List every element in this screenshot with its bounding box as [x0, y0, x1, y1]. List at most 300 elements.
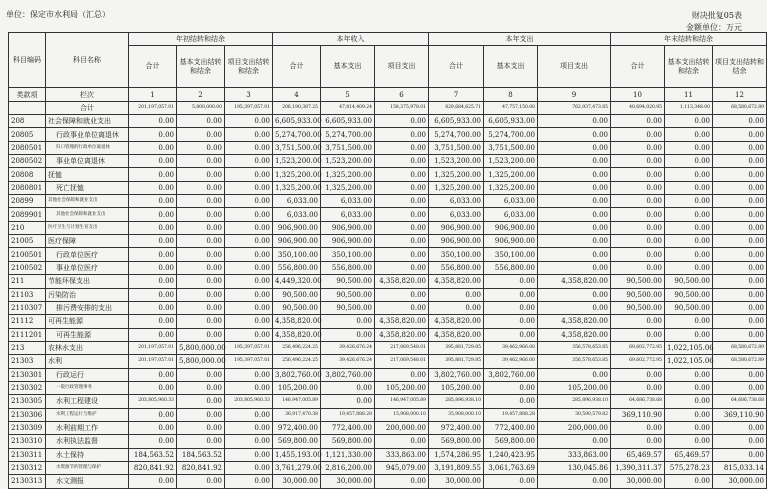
value-cell: 0.00 [129, 168, 177, 181]
value-cell: 6,033.00 [273, 195, 321, 208]
value-cell: 1,022,105.06 [665, 355, 713, 368]
subject-code-cell: 2130301 [9, 368, 46, 381]
value-cell: 6,605,933.00 [273, 115, 321, 128]
value-cell: 0.00 [177, 315, 225, 328]
value-cell: 0.00 [484, 275, 538, 288]
value-cell: 0.00 [225, 475, 273, 488]
value-cell: 0.00 [321, 381, 375, 394]
value-cell: 90,500.00 [611, 275, 665, 288]
value-cell: 0.00 [129, 368, 177, 381]
header-basic-exp: 基本支出 [484, 46, 538, 88]
value-cell: 0.00 [225, 181, 273, 194]
value-cell: 0.00 [611, 368, 665, 381]
value-cell: 130,045.86 [538, 461, 611, 474]
subject-code-cell: 208 [9, 115, 46, 128]
value-cell: 0.00 [225, 128, 273, 141]
value-cell: 69,602,772.95 [611, 355, 665, 368]
value-cell: 0.00 [538, 128, 611, 141]
value-cell: 0.00 [177, 421, 225, 434]
table-row [9, 301, 767, 314]
value-cell: 0.00 [665, 421, 713, 434]
value-cell: 0.00 [225, 168, 273, 181]
value-cell: 0.00 [611, 315, 665, 328]
value-cell: 0.00 [375, 475, 429, 488]
subject-name-cell: 行政事业单位离退休 [46, 128, 129, 141]
value-cell: 0.00 [713, 301, 767, 314]
value-cell: 0.00 [484, 301, 538, 314]
value-cell: 0.00 [177, 221, 225, 234]
value-cell: 1,022,105.06 [665, 341, 713, 354]
value-cell: 64,686,738.68 [611, 395, 665, 408]
value-cell: 1,325,200.00 [273, 181, 321, 194]
value-cell: 39,462,966.00 [484, 341, 538, 354]
value-cell: 0.00 [225, 448, 273, 461]
value-cell: 356,578,653.85 [538, 341, 611, 354]
table-row [9, 381, 767, 394]
value-cell: 569,800.00 [321, 435, 375, 448]
value-cell: 0.00 [713, 168, 767, 181]
col-number-cell: 2 [177, 88, 225, 101]
final-accounts-table [8, 32, 767, 489]
col-number-cell: 7 [429, 88, 484, 101]
subject-code-cell: 2130302 [9, 381, 46, 394]
value-cell: 0.00 [225, 155, 273, 168]
value-cell: 68,580,672.89 [713, 341, 767, 354]
subject-code-cell: 21112 [9, 315, 46, 328]
total-value-cell: 40,694,020.95 [611, 101, 665, 114]
value-cell: 0.00 [538, 261, 611, 274]
value-cell: 1,325,200.00 [429, 168, 484, 181]
value-cell: 0.00 [177, 155, 225, 168]
value-cell: 0.00 [129, 275, 177, 288]
subject-code-cell: 20808 [9, 168, 46, 181]
value-cell: 1,523,200.00 [321, 155, 375, 168]
value-cell: 0.00 [129, 435, 177, 448]
value-cell: 68,580,672.89 [713, 355, 767, 368]
total-value-cell: 195,397,057.01 [225, 101, 273, 114]
table-row [9, 288, 767, 301]
value-cell: 906,900.00 [321, 221, 375, 234]
value-cell: 0.00 [611, 221, 665, 234]
value-cell: 0.00 [713, 435, 767, 448]
table-row [9, 435, 767, 448]
value-cell: 0.00 [225, 115, 273, 128]
value-cell: 195,397,057.01 [225, 355, 273, 368]
value-cell: 285,896,938.10 [538, 395, 611, 408]
value-cell: 6,605,933.00 [484, 115, 538, 128]
table-row [9, 475, 767, 488]
value-cell: 0.00 [538, 115, 611, 128]
subject-code-cell: 2080502 [9, 155, 46, 168]
value-cell: 200,000.00 [538, 421, 611, 434]
value-cell: 0.00 [713, 181, 767, 194]
value-cell: 0.00 [177, 328, 225, 341]
value-cell: 0.00 [611, 168, 665, 181]
total-value-cell: 762,937,473.85 [538, 101, 611, 114]
subject-name-cell: 死亡抚恤 [46, 181, 129, 194]
value-cell: 90,500.00 [665, 301, 713, 314]
header-project-carry: 项目支出结转和结余 [713, 46, 767, 88]
value-cell: 0.00 [129, 195, 177, 208]
value-cell: 0.00 [129, 301, 177, 314]
value-cell: 820,841.92 [129, 461, 177, 474]
value-cell: 203,805,960.33 [129, 395, 177, 408]
value-cell: 0.00 [665, 435, 713, 448]
value-cell: 19,457,888.28 [484, 408, 538, 421]
col-number-cell: 9 [538, 88, 611, 101]
value-cell: 4,358,820.00 [538, 328, 611, 341]
value-cell: 1,121,330.00 [321, 448, 375, 461]
value-cell: 0.00 [611, 128, 665, 141]
value-cell: 0.00 [611, 155, 665, 168]
value-cell: 0.00 [177, 261, 225, 274]
total-value-cell: 158,375,978.01 [375, 101, 429, 114]
value-cell: 64,686,738.68 [713, 395, 767, 408]
value-cell: 0.00 [713, 288, 767, 301]
subject-name-cell: 医疗保障 [46, 235, 129, 248]
table-row [9, 355, 767, 368]
value-cell: 1,523,200.00 [273, 155, 321, 168]
value-cell: 0.00 [484, 395, 538, 408]
value-cell: 0.00 [713, 448, 767, 461]
value-cell: 0.00 [611, 421, 665, 434]
value-cell: 30,000.00 [321, 475, 375, 488]
table-row [9, 461, 767, 474]
value-cell: 820,841.92 [177, 461, 225, 474]
value-cell: 6,033.00 [484, 195, 538, 208]
subject-name-cell: 抚恤 [46, 168, 129, 181]
value-cell: 0.00 [713, 141, 767, 154]
subject-name-cell: 归口管理的行政单位离退休 [46, 141, 129, 154]
value-cell: 0.00 [538, 248, 611, 261]
currency-label: 金额单位：万元 [686, 23, 742, 32]
value-cell: 906,900.00 [321, 235, 375, 248]
total-value-cell: 5,800,000.00 [177, 101, 225, 114]
subject-name-cell: 可再生能源 [46, 315, 129, 328]
table-row [9, 248, 767, 261]
subject-code-cell: 20805 [9, 128, 46, 141]
value-cell: 906,900.00 [484, 221, 538, 234]
value-cell: 0.00 [665, 408, 713, 421]
table-row [9, 448, 767, 461]
value-cell: 65,469.57 [611, 448, 665, 461]
value-cell: 0.00 [665, 475, 713, 488]
table-row [9, 395, 767, 408]
subject-name-cell: 行政运行 [46, 368, 129, 381]
value-cell: 3,802,760.00 [321, 368, 375, 381]
value-cell: 6,033.00 [429, 195, 484, 208]
subject-name-cell: 农林水支出 [46, 341, 129, 354]
value-cell: 19,457,888.28 [321, 408, 375, 421]
value-cell: 906,900.00 [429, 221, 484, 234]
value-cell: 5,800,000.00 [177, 355, 225, 368]
value-cell: 0.00 [375, 168, 429, 181]
total-value-cell: 1,113,348.00 [665, 101, 713, 114]
value-cell: 90,500.00 [611, 301, 665, 314]
value-cell: 350,100.00 [273, 248, 321, 261]
header-total: 合计 [611, 46, 665, 88]
value-cell: 39,426,676.24 [321, 341, 375, 354]
value-cell: 0.00 [713, 328, 767, 341]
value-cell: 0.00 [375, 181, 429, 194]
value-cell: 0.00 [611, 328, 665, 341]
value-cell: 0.00 [665, 328, 713, 341]
value-cell: 4,358,820.00 [273, 315, 321, 328]
value-cell: 0.00 [225, 195, 273, 208]
value-cell: 4,358,820.00 [375, 328, 429, 341]
subject-code-cell: 2130309 [9, 421, 46, 434]
value-cell: 0.00 [177, 381, 225, 394]
subject-name-cell: 社会保障和就业支出 [46, 115, 129, 128]
value-cell: 105,200.00 [273, 381, 321, 394]
value-cell: 0.00 [375, 368, 429, 381]
subject-name-cell: 水利工程建设 [46, 395, 129, 408]
subject-code-cell: 2130310 [9, 435, 46, 448]
value-cell: 0.00 [665, 195, 713, 208]
header-subject-name: 科目名称 [46, 33, 129, 88]
subject-code-cell: 2089901 [9, 208, 46, 221]
value-cell: 1,325,200.00 [321, 181, 375, 194]
col-number-cell: 8 [484, 88, 538, 101]
value-cell: 0.00 [611, 381, 665, 394]
value-cell: 0.00 [129, 221, 177, 234]
value-cell: 6,033.00 [429, 208, 484, 221]
value-cell: 0.00 [321, 395, 375, 408]
subject-name-cell: 事业单位离退休 [46, 155, 129, 168]
value-cell: 3,802,760.00 [273, 368, 321, 381]
value-cell: 333,863.00 [375, 448, 429, 461]
value-cell: 0.00 [177, 288, 225, 301]
value-cell: 0.00 [713, 381, 767, 394]
value-cell: 3,751,500.00 [429, 141, 484, 154]
value-cell: 0.00 [129, 408, 177, 421]
value-cell: 575,278.23 [665, 461, 713, 474]
subject-name-cell: 其他社会保障和就业支出 [46, 195, 129, 208]
value-cell: 0.00 [611, 195, 665, 208]
value-cell: 0.00 [538, 475, 611, 488]
subject-code-cell: 2130312 [9, 461, 46, 474]
value-cell: 0.00 [538, 181, 611, 194]
value-cell: 0.00 [177, 168, 225, 181]
value-cell: 0.00 [225, 368, 273, 381]
value-cell: 0.00 [177, 395, 225, 408]
value-cell: 556,800.00 [273, 261, 321, 274]
value-cell: 772,400.00 [321, 421, 375, 434]
value-cell: 1,455,193.00 [273, 448, 321, 461]
col-number-cell: 6 [375, 88, 429, 101]
col-number-cell: 1 [129, 88, 177, 101]
value-cell: 0.00 [665, 261, 713, 274]
value-cell: 0.00 [538, 141, 611, 154]
value-cell: 4,358,820.00 [375, 315, 429, 328]
col-number-cell: 12 [713, 88, 767, 101]
table-row [9, 328, 767, 341]
value-cell: 0.00 [177, 408, 225, 421]
subject-name-cell: 水资源节约管理与保护 [46, 461, 129, 474]
value-cell: 0.00 [225, 208, 273, 221]
value-cell: 0.00 [177, 208, 225, 221]
subject-name-cell: 医疗卫生与计划生育支出 [46, 221, 129, 234]
value-cell: 0.00 [129, 288, 177, 301]
subject-name-cell: 水利前期工作 [46, 421, 129, 434]
value-cell: 906,900.00 [273, 221, 321, 234]
value-cell: 356,578,653.85 [538, 355, 611, 368]
total-value-cell: 206,190,387.25 [273, 101, 321, 114]
subject-code-cell: 2130313 [9, 475, 46, 488]
value-cell: 0.00 [225, 288, 273, 301]
value-cell: 0.00 [375, 435, 429, 448]
value-cell: 0.00 [225, 421, 273, 434]
value-cell: 0.00 [713, 155, 767, 168]
table-row [9, 341, 767, 354]
value-cell: 0.00 [177, 368, 225, 381]
value-cell: 0.00 [538, 368, 611, 381]
value-cell: 0.00 [538, 195, 611, 208]
value-cell: 30,000.00 [611, 475, 665, 488]
value-cell: 0.00 [484, 288, 538, 301]
value-cell: 2,816,200.00 [321, 461, 375, 474]
value-cell: 0.00 [665, 141, 713, 154]
value-cell: 90,500.00 [273, 288, 321, 301]
value-cell: 0.00 [484, 381, 538, 394]
value-cell: 0.00 [713, 235, 767, 248]
table-row [9, 128, 767, 141]
value-cell: 0.00 [225, 435, 273, 448]
subject-code-cell: 2130305 [9, 395, 46, 408]
value-cell: 1,390,311.37 [611, 461, 665, 474]
value-cell: 5,274,700.00 [321, 128, 375, 141]
value-cell: 3,751,500.00 [273, 141, 321, 154]
value-cell: 0.00 [484, 328, 538, 341]
subject-code-cell: 2130306 [9, 408, 46, 421]
value-cell: 201,197,057.01 [129, 355, 177, 368]
value-cell: 0.00 [665, 381, 713, 394]
value-cell: 4,358,820.00 [429, 275, 484, 288]
value-cell: 90,500.00 [665, 275, 713, 288]
value-cell: 0.00 [129, 141, 177, 154]
table-row [9, 181, 767, 194]
subject-name-cell: 其他社会保障和就业支出 [46, 208, 129, 221]
value-cell: 203,805,960.33 [225, 395, 273, 408]
value-cell: 0.00 [713, 421, 767, 434]
table-row [9, 235, 767, 248]
value-cell: 0.00 [713, 128, 767, 141]
value-cell: 0.00 [225, 381, 273, 394]
value-cell: 0.00 [375, 195, 429, 208]
subject-code-cell: 2110307 [9, 301, 46, 314]
value-cell: 105,200.00 [429, 381, 484, 394]
value-cell: 3,061,763.69 [484, 461, 538, 474]
value-cell: 369,110.90 [713, 408, 767, 421]
total-value-cell: 829,684,625.71 [429, 101, 484, 114]
value-cell: 0.00 [177, 435, 225, 448]
value-cell: 3,802,760.00 [484, 368, 538, 381]
subject-name-cell: 水利工程运行与维护 [46, 408, 129, 421]
value-cell: 69,602,772.95 [611, 341, 665, 354]
table-row [9, 368, 767, 381]
subject-name-cell: 节能环保支出 [46, 275, 129, 288]
value-cell: 90,500.00 [611, 288, 665, 301]
value-cell: 217,069,548.01 [375, 355, 429, 368]
table-row [9, 408, 767, 421]
header-group-opening: 年初结转和结余 [129, 33, 273, 46]
value-cell: 0.00 [225, 301, 273, 314]
value-cell: 90,500.00 [273, 301, 321, 314]
value-cell: 0.00 [129, 208, 177, 221]
value-cell: 0.00 [538, 435, 611, 448]
value-cell: 4,358,820.00 [538, 315, 611, 328]
subject-code-cell: 20899 [9, 195, 46, 208]
value-cell: 0.00 [177, 248, 225, 261]
value-cell: 36,917,470.38 [273, 408, 321, 421]
value-cell: 0.00 [177, 301, 225, 314]
subject-name-cell: 水利执法监督 [46, 435, 129, 448]
subject-name-cell: 水利 [46, 355, 129, 368]
value-cell: 0.00 [611, 141, 665, 154]
table-row [9, 195, 767, 208]
header-group-expense: 本年支出 [429, 33, 611, 46]
total-value-cell: 68,580,672.89 [713, 101, 767, 114]
table-row [9, 261, 767, 274]
value-cell: 556,800.00 [429, 261, 484, 274]
value-cell: 30,000.00 [429, 475, 484, 488]
value-cell: 0.00 [375, 208, 429, 221]
header-project-exp: 项目支出 [538, 46, 611, 88]
value-cell: 30,590,579.82 [538, 408, 611, 421]
value-cell: 0.00 [177, 141, 225, 154]
header-project-exp: 项目支出 [375, 46, 429, 88]
value-cell: 0.00 [375, 155, 429, 168]
value-cell: 0.00 [665, 208, 713, 221]
value-cell: 1,240,423.95 [484, 448, 538, 461]
value-cell: 0.00 [665, 221, 713, 234]
value-cell: 569,800.00 [273, 435, 321, 448]
value-cell: 0.00 [129, 475, 177, 488]
value-cell: 0.00 [665, 168, 713, 181]
value-cell: 0.00 [665, 395, 713, 408]
value-cell: 0.00 [611, 261, 665, 274]
value-cell: 256,496,224.25 [273, 341, 321, 354]
value-cell: 0.00 [177, 115, 225, 128]
col-number-cell: 3 [225, 88, 273, 101]
header-project-carry: 项目支出结转和结余 [225, 46, 273, 88]
value-cell: 0.00 [713, 115, 767, 128]
value-cell: 0.00 [713, 248, 767, 261]
value-cell: 0.00 [538, 235, 611, 248]
value-cell: 0.00 [665, 315, 713, 328]
subject-code-cell: 210 [9, 221, 46, 234]
subject-code-cell: 2130311 [9, 448, 46, 461]
value-cell: 0.00 [129, 181, 177, 194]
value-cell: 333,863.00 [538, 448, 611, 461]
value-cell: 39,462,966.00 [484, 355, 538, 368]
value-cell: 0.00 [375, 115, 429, 128]
subject-name-cell: 行政单位医疗 [46, 248, 129, 261]
value-cell: 0.00 [375, 221, 429, 234]
value-cell: 0.00 [713, 315, 767, 328]
value-cell: 256,496,224.25 [273, 355, 321, 368]
value-cell: 0.00 [129, 128, 177, 141]
subject-name-cell: 可再生能源 [46, 328, 129, 341]
value-cell: 5,800,000.00 [177, 341, 225, 354]
value-cell: 972,400.00 [273, 421, 321, 434]
value-cell: 4,358,820.00 [538, 275, 611, 288]
value-cell: 0.00 [713, 368, 767, 381]
value-cell: 3,191,809.55 [429, 461, 484, 474]
value-cell: 0.00 [129, 381, 177, 394]
header-total: 合计 [429, 46, 484, 88]
value-cell: 0.00 [225, 261, 273, 274]
